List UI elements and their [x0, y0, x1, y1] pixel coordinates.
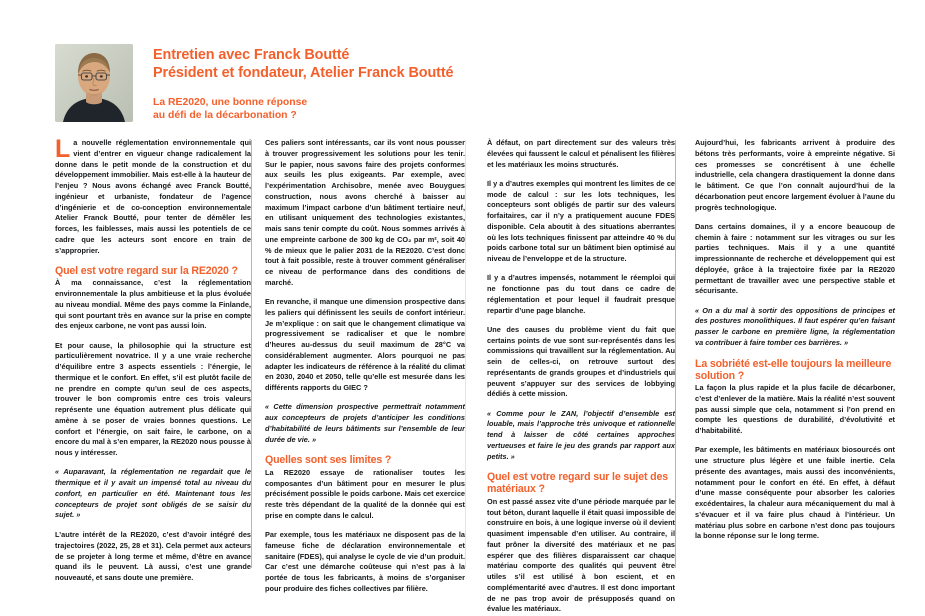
body-paragraph: Dans certains domaines, il y a encore beaucoup de chemin à faire : notamment sur les vitrages ou sur les parties techniques. Mais il y a une quantité impressionnante de recherche et développement qui est déployée, grâce à la trajectoire fixée par la RE2020 permettant de travailler avec une perspective stable et sécurisante. [695, 221, 895, 296]
pull-quote: « On a du mal à sortir des oppositions de principes et des postures monolithiques. Il faut espérer qu’en faisant passer le carbone en première ligne, la réglementation va contribuer à faire tomber ces barrières. » [695, 305, 895, 347]
body-paragraph: À défaut, on part directement sur des valeurs très élevées qui faussent le calcul et pénalisent les filières et les matériaux les moins structurés. [487, 138, 675, 169]
body-paragraph: Et pour cause, la philosophie qui la structure est particulièrement novatrice. Il y a une vraie recherche d’équilibre entre 3 aspects essentiels : l’énergie, le thermique et le confort. En effet, s’il est plutôt facile de ne prendre en compte qu’un seul de ces aspects, trouver le bon compromis entre ces trois valeurs représente une équation autrement plus délicate qui amène à se poser de vraies bonnes questions. Le confort et l’énergie, on sait faire, le carbone, on a encore du mal à s’en emparer, la RE2020 nous pousse à nous y intéresser. [55, 340, 251, 458]
column-3 [465, 138, 675, 614]
body-paragraph: Il y a d’autres impensés, notamment le réemploi qui ne fonctionne pas du tout dans ce cadre de réglementation et pour lequel il faudrait presque repartir d’une page blanche. [487, 273, 675, 315]
portrait-photo [55, 44, 133, 122]
lead-paragraph-text: a nouvelle réglementation environnementale qui vient d’entrer en vigueur change radicalement la donne dans le petit monde de la construction et du développement immobilier. Mais est-elle à la hauteur de l’enjeu ? Nous avons échangé avec Franck Boutté, ingénieur et urbaniste, fondateur de l’agence d’ingénierie et de co-conception environnementale Atelier Franck Boutté, pour tenter de démêler les forces, les faiblesses, mais aussi les potentiels de ce cadre que les acteurs sont encore en train de s’approprier. [55, 138, 251, 255]
pull-quote: « Comme pour le ZAN, l’objectif d’ensemble est louable, mais l’approche très univoque et rationnelle tend à laisser de côté certaines approches vertueuses et faire le jeu des grands par rapport aux petits. » [487, 408, 675, 461]
page-subtitle-line-2: au défi de la décarbonation ? [153, 110, 297, 122]
page-title [153, 46, 453, 83]
column-1 [55, 135, 251, 583]
column-divider-3 [675, 140, 676, 568]
body-paragraph: La façon la plus rapide et la plus facile de décarboner, c’est d’enlever de la matière. Mais la réalité n’est souvent pas aussi simple que cela, notamment si l’on prend en compte les questions de durabilité, d’évolutivité et d’habitabilité. [695, 383, 895, 436]
body-paragraph: Il y a d’autres exemples qui montrent les limites de ce mode de calcul : sur les lots techniques, les concepteurs sont obligés de partir sur des valeurs forfaitaires, car il n’y a pratiquement aucune FDES disponible. Cela aboutit à des situations aberrantes où les lots techniques finissent par atteindre 40 % du poids carbone total sur un bâtiment bien optimisé au niveau de l’enveloppe et de la structure. [487, 178, 675, 263]
body-paragraph: Une des causes du problème vient du fait que certains points de vue sont sur-représentés dans les commissions qui travaillent sur la réglementation. Au sein de celles-ci, on retrouve surtout des représentants de grands groupes et d’industriels qui peuvent s’appuyer sur des services de lobbying dédiés à cette mission. [487, 324, 675, 399]
body-paragraph: L’autre intérêt de la RE2020, c’est d’avoir intégré des trajectoires (2022, 25, 28 et 31). Cela permet aux acteurs de se projeter à long terme et même, d’être en avance quand ils le peuvent. Là aussi, c’est une grande nouveauté, et sans doute une première. [55, 530, 251, 583]
section-heading: La sobriété est-elle toujours la meilleure solution ? [695, 357, 892, 382]
column-2 [251, 138, 465, 593]
page-subtitle-line-1: La RE2020, une bonne réponse [153, 96, 308, 108]
lead-paragraph [55, 135, 251, 256]
pull-quote: « Auparavant, la réglementation ne regardait que le thermique et il y avait un impensé total au niveau du confort, en particulier en été. Maintenant tous les concepteurs de projet sont obligés de se saisir du sujet. » [55, 467, 251, 520]
column-3-body [487, 138, 675, 615]
body-paragraph: On est passé assez vite d’une période marquée par le tout béton, durant laquelle il était quasi impossible de construire en bois, à une logique inverse où il devient quasiment impensable d’en utiliser. Au contraire, il faut prôner la diversité des matériaux et ne pas espérer que des filières disparaissent car chaque matériau comporte des qualités qui peuvent être utiles s’il est utilisé à bon escient, et en complémentarité avec d’autres. Il est donc important de ne pas trop avoir de présupposés quand on évalue les matériaux. [487, 496, 675, 614]
article-header [55, 44, 895, 128]
body-paragraph: Par exemple, tous les matériaux ne disposent pas de la fameuse fiche de déclaration environnementale et sanitaire (FDES), qui analyse le cycle de vie d’un produit. Car c’est une démarche coûteuse qui n’est pas à la portée de tous les fabricants, à moins de s’organiser pour produire des fiches collectives par filière. [265, 530, 465, 593]
column-1-body [55, 135, 251, 584]
column-4 [675, 138, 895, 578]
section-heading: Quelles sont ses limites ? [265, 454, 392, 467]
column-divider-2 [465, 140, 466, 568]
column-4-body [695, 138, 895, 542]
page-title-line-1: Entretien avec Franck Boutté [153, 47, 350, 63]
avatar [55, 44, 133, 122]
body-paragraph: À ma connaissance, c’est la réglementation environnementale la plus ambitieuse et la plus évoluée au niveau mondial. Même des pays comme la Finlande, qui sont pourtant très en avance sur la prise en compte des enjeux carbone, ne vont pas aussi loin. [55, 278, 251, 331]
page-subtitle [153, 96, 453, 123]
article-columns [55, 135, 895, 614]
body-paragraph: Par exemple, les bâtiments en matériaux biosourcés ont une structure plus légère et une faible inertie. Cela présente des avantages, mais aussi des inconvénients, notamment pour le confort en été. En effet, à défaut d’une masse conséquente pour absorber les calories excédentaires, la chaleur aura mécaniquement du mal à s’évacuer et il va faire plus chaud à l’intérieur. Un matériau plus sobre en carbone n’est donc pas toujours la bonne réponse sur le long terme. [695, 445, 895, 541]
body-paragraph: Aujourd’hui, les fabricants arrivent à produire des bétons très performants, voire à empreinte négative. Si ces promesses se concrétisent à une échelle industrielle, cela changera drastiquement la donne dans le bâtiment. Ce que l’on connaît aujourd’hui de la décarbonation peut encore largement évoluer à l’aune du progrès technologique. [695, 138, 895, 212]
column-divider-1 [251, 140, 252, 568]
body-paragraph: En revanche, il manque une dimension prospective dans les paliers qui définissent les seuils de confort intérieur. Je m’explique : on sait que le changement climatique va progressivement se radicaliser et que le nombre d’heures au-dessus du seuil maximum de 28°C va considérablement augmenter. Alors pourquoi ne pas adapter les indicateurs de référence à la réalité du climat en 2030, 2040 et 2050, telle qu’elle est mesurée dans les différents rapports du GIEC ? [265, 297, 465, 392]
body-paragraph: Ces paliers sont intéressants, car ils vont nous pousser à trouver progressivement les solutions pour les tenir. Sur le papier, nous savons faire des projets conformes aux seuils les plus exigeants. Par exemple, avec l’expérimentation Archisobre, menée avec Bouygues construction, nous avons cherché à baisser au maximum l’impact carbone d’un bâtiment tertiaire neuf, en utilisant uniquement des technologies existantes, mais sans tenir compte du coût. Nous sommes arrivés à une empreinte carbone de 300 kg de CO₂ par m², soit 40 % de mieux que le palier 2031 de la RE2020. C’est donc tout à fait possible, reste à trouver comment généraliser ce niveau de performance dans des conditions de marché. [265, 138, 465, 287]
pull-quote: « Cette dimension prospective permettrait notamment aux concepteurs de projets d’anticiper les conditions d’habitabilité de leurs bâtiments sur l’ensemble de leur durée de vie. » [265, 402, 465, 444]
section-heading: Quel est votre regard sur le sujet des matériaux ? [487, 471, 668, 496]
page-title-line-2: Président et fondateur, Atelier Franck Boutté [153, 65, 454, 82]
body-paragraph: La RE2020 essaye de rationaliser toutes les composantes d’un bâtiment pour en mesurer le plus précisément possible le poids carbone. Mais cet exercice reste très dépendant de la qualité de la donnée qui est prise en compte dans le calcul. [265, 467, 465, 520]
drop-cap: L [55, 135, 71, 163]
column-2-body [265, 138, 465, 595]
section-heading: Quel est votre regard sur la RE2020 ? [55, 264, 238, 277]
header-text-block [153, 44, 453, 123]
